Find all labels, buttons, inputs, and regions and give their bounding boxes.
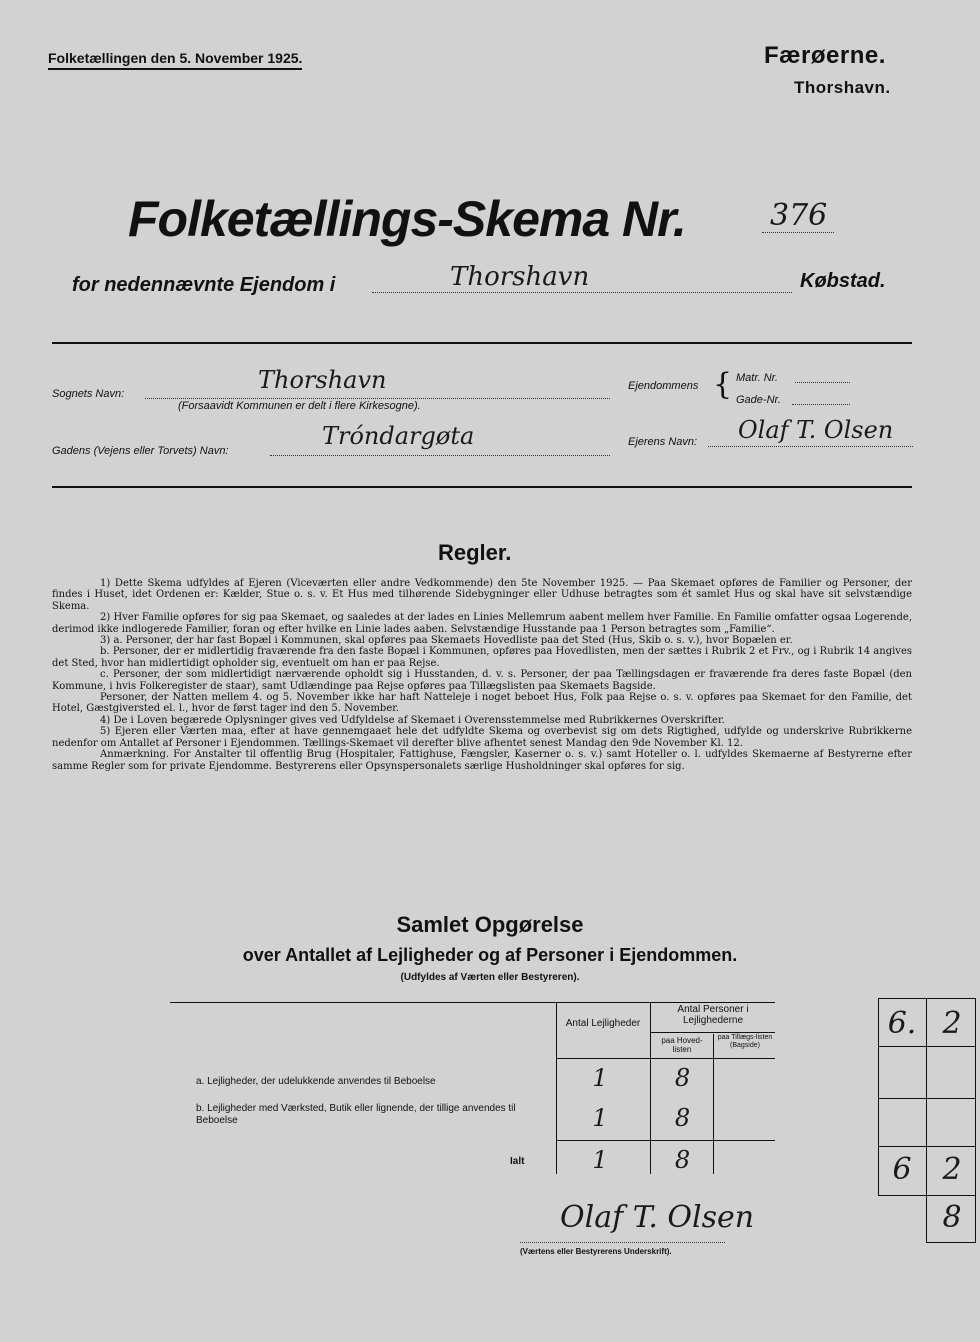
table-top-rule bbox=[170, 1002, 775, 1003]
gade-label: Gade-Nr. bbox=[736, 394, 781, 406]
owner-line bbox=[708, 446, 913, 447]
matr-label: Matr. Nr. bbox=[736, 372, 778, 384]
parish-note: (Forsaavidt Kommunen er delt i flere Kirkesogne). bbox=[178, 400, 421, 412]
col-apartments: Antal Lejligheder bbox=[565, 1018, 641, 1029]
matr-line bbox=[795, 382, 850, 383]
property-prefix: for nedennævnte Ejendom i bbox=[72, 274, 336, 296]
summary-note: (Udfyldes af Værten eller Bestyreren). bbox=[400, 972, 580, 983]
summary-title: Samlet Opgørelse bbox=[396, 912, 584, 937]
side-tally-r1-b: 2 bbox=[942, 1006, 962, 1041]
total-apartments: 1 bbox=[592, 1146, 608, 1174]
census-date-header: Folketællingen den 5. November 1925. bbox=[48, 50, 302, 70]
row-a-label: a. Lejligheder, der udelukkende anvendes til Beboelse bbox=[196, 1076, 436, 1087]
table-total-rule bbox=[556, 1140, 775, 1141]
rule-paragraph: 5) Ejeren eller Værten maa, efter at have gennemgaaet hele det udfyldte Skema og overbevist sig om dets Rigtighed, udfylde og underskrive Rubrikkerne nedenfor om Antallet af Personer i Ejendommen. Tællings-Skemaet vil derefter blive afhentet senest Mandag den 9de November Kl. 12. bbox=[52, 726, 912, 749]
rule-paragraph: b. Personer, der er midlertidig fraværende fra den faste Bopæl i Kommunen, opføres paa Hovedlisten, men der sættes i Rubrik 2 et Frv., og i Rubrik 14 angives det Sted, hvor han midlertidigt opholder sig, eventuelt om han er paa Rejse. bbox=[52, 646, 912, 669]
col-persons: Antal Personer i Lejlighederne bbox=[677, 1004, 749, 1026]
form-number-line bbox=[762, 232, 834, 233]
rule-paragraph: 1) Dette Skema udfyldes af Ejeren (Viceværten eller andre Vedkommende) den 5te November 1925. — Paa Skemaet opføres de Familier og Personer, der findes i Huset, idet Ordenen er: Kælder, Stue o. s. v. Et Hus med tilhørende Sidebygninger eller Udhuse betragtes som ét samlet Hus og skal have sit selvstændige Skema. bbox=[52, 578, 912, 612]
total-main: 8 bbox=[674, 1146, 691, 1174]
table-vline-1 bbox=[556, 1002, 557, 1174]
row-b-label: b. Lejligheder med Værksted, Butik eller lignende, der tillige anvendes til Beboelse bbox=[196, 1103, 516, 1126]
parish-value: Thorshavn bbox=[258, 366, 387, 394]
property-label: Ejendommens bbox=[628, 380, 699, 392]
table-vline-2 bbox=[650, 1002, 651, 1174]
signature: Olaf T. Olsen bbox=[560, 1200, 755, 1235]
property-town-handwritten: Thorshavn bbox=[450, 262, 590, 292]
rule-paragraph: 3) a. Personer, der har fast Bopæl i Kommunen, skal opføres paa Skemaets Hovedliste paa det Sted (Hus, Skib o. s. v.), hvor Bopælen er. bbox=[100, 635, 793, 647]
row-b-apartments: 1 bbox=[592, 1104, 608, 1132]
town-header: Thorshavn. bbox=[794, 78, 891, 97]
rule-paragraph: 4) De i Loven begærede Oplysninger gives ved Udfyldelse af Skemaet i Overensstemmelse med Rubrikkernes Overskrifter. bbox=[100, 714, 725, 726]
row-a-main: 8 bbox=[674, 1064, 691, 1092]
rule-paragraph: 2) Hver Familie opføres for sig paa Skemaet, og saaledes at der lades en Linies Mellemrum aabent mellem hver Familie. En Familie omfatter ogsaa Logerende, derimod ikke indlogerede Familier, foran og efter hvilke en Linie lades aaben. Selvstændige Husstande paa 1 Person betragtes som „Familie“. bbox=[52, 612, 912, 635]
rules-text bbox=[52, 578, 912, 772]
property-brace: { bbox=[713, 367, 733, 402]
gade-line bbox=[792, 404, 850, 405]
total-label: Ialt bbox=[510, 1156, 525, 1167]
summary-subtitle: over Antallet af Lejligheder og af Personer i Ejendommen. bbox=[242, 945, 738, 965]
rules-title: Regler. bbox=[438, 540, 512, 565]
table-subhead-rule bbox=[650, 1032, 775, 1033]
side-tally-rule-1 bbox=[878, 1046, 975, 1047]
property-town-line bbox=[372, 292, 792, 293]
row-a-apartments: 1 bbox=[592, 1064, 608, 1092]
street-line bbox=[270, 455, 610, 456]
row-b-main: 8 bbox=[674, 1104, 691, 1132]
region-header: Færøerne. bbox=[764, 42, 886, 69]
property-suffix: Købstad. bbox=[800, 270, 886, 292]
side-tally-rule-3 bbox=[878, 1146, 975, 1147]
street-value: Tróndargøta bbox=[322, 422, 475, 450]
signature-line bbox=[520, 1242, 725, 1243]
owner-label: Ejerens Navn: bbox=[628, 436, 698, 448]
table-head-rule bbox=[556, 1058, 775, 1059]
form-title: Folketællings-Skema Nr. bbox=[128, 191, 686, 247]
rule-paragraph: c. Personer, der som midlertidigt nærværende opholdt sig i Husstanden, d. v. s. Personer, der paa Tællingsdagen er fraværende fra deres faste Bopæl (den Kommune, i hvis Folkeregister de staar), samt Udlændinge paa Rejse opføres paa Tillægslisten paa Skemaets Bagside. bbox=[52, 669, 912, 692]
col-supp-list: paa Tillægs-listen (Bagside) bbox=[717, 1034, 773, 1049]
divider-top bbox=[52, 342, 912, 344]
form-number: 376 bbox=[770, 198, 828, 233]
rule-paragraph: Anmærkning. For Anstalter til offentlig Brug (Hospitaler, Fattighuse, Fængsler, Kaserner o. s. v.) samt Hoteller o. l. udfyldes Skemaerne af Bestyrerne efter samme Regler som for private Ejendomme. Bestyrerens eller Opsynspersonalets særlige Husholdninger skal opføres for sig. bbox=[52, 749, 912, 772]
table-vline-3 bbox=[713, 1034, 714, 1174]
rule-paragraph: Personer, der Natten mellem 4. og 5. November ikke har haft Natteleje i noget beboet Hus, Folk paa Rejse o. s. v. opføres paa Skemaet for den Familie, det Hotel, Gæstgiversted el. l., hvor de først tager ind den 5. November. bbox=[52, 692, 912, 715]
divider-bottom bbox=[52, 486, 912, 488]
side-tally-r3-b: 2 bbox=[942, 1152, 962, 1187]
parish-line bbox=[145, 398, 610, 399]
parish-label: Sognets Navn: bbox=[52, 388, 125, 400]
side-tally-r4-b: 8 bbox=[942, 1200, 962, 1235]
owner-value: Olaf T. Olsen bbox=[738, 416, 894, 444]
side-tally-rule-2 bbox=[878, 1098, 975, 1099]
side-tally-r1-a: 6. bbox=[887, 1006, 917, 1041]
col-main-list: paa Hoved-listen bbox=[661, 1036, 703, 1054]
side-tally-r3-a: 6 bbox=[892, 1152, 912, 1187]
street-label: Gadens (Vejens eller Torvets) Navn: bbox=[52, 445, 229, 457]
signature-caption: (Værtens eller Bestyrerens Underskrift). bbox=[520, 1247, 672, 1256]
